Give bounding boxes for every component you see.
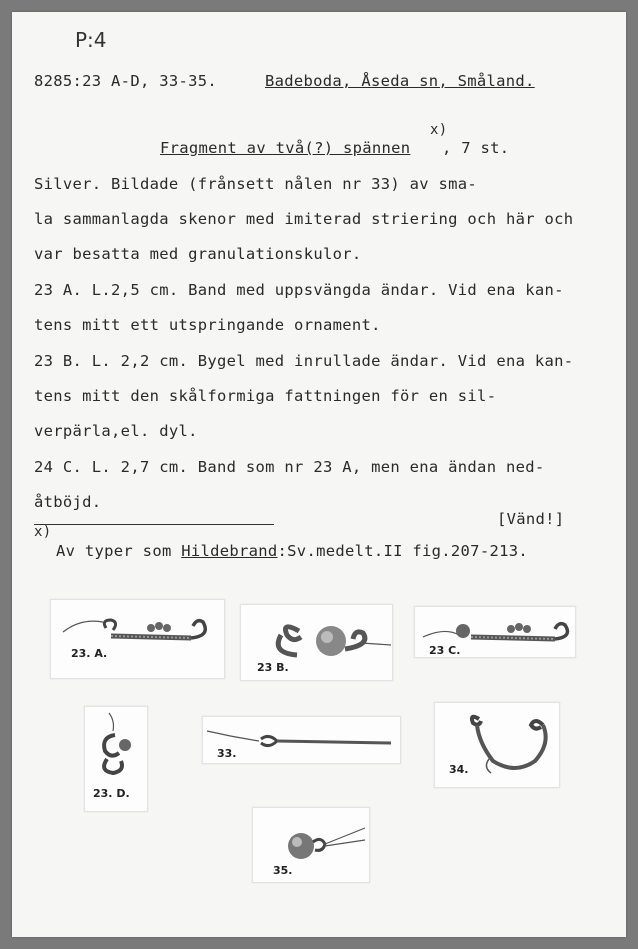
turn-over-note: [Vänd!] [497,510,565,528]
photo-label: 23 B. [257,661,289,674]
photo-label: 23. D. [93,787,130,800]
entry-24c-cont: åtböjd. [34,493,102,511]
photo-23d [84,706,148,812]
footnote-rule [34,524,274,525]
brooch-fragment-23a-image [51,600,224,678]
footnote-text [56,542,528,560]
photo-33 [202,716,401,764]
footnote-reference: Hildebrand [181,542,278,560]
title-footnote-mark: x) [430,122,448,138]
catalog-number: 8285:23 A-D, 33-35. [34,72,218,90]
body-line: la sammanlagda skenor med imiterad striering och här och [34,210,574,228]
photo-23c [414,606,576,658]
body-line: Silver. Bildade (frånsett nålen nr 33) av sma- [34,175,478,193]
footnote-mark: x) [34,524,52,540]
entry-23a: 23 A. L.2,5 cm. Band med uppsvängda ändar. Vid ena kan- [34,281,564,299]
photo-label: 35. [273,864,293,877]
catalog-card [12,12,626,937]
photo-23b [240,604,393,681]
document-title: Fragment av två(?) spännen [160,139,411,157]
photo-23a [50,599,225,679]
body-line: var besatta med granulationskulor. [34,245,362,263]
photo-label: 34. [449,763,469,776]
photo-35 [252,807,370,883]
bead-35-image [253,808,369,882]
photo-label: 23. A. [71,647,108,660]
entry-23b-cont2: verpärla,el. dyl. [34,422,198,440]
photo-34 [434,702,560,788]
footnote-suffix: :Sv.medelt.II fig.207-213. [277,542,528,560]
item-count: , 7 st. [442,139,510,157]
entry-23a-cont: tens mitt ett utspringande ornament. [34,316,381,334]
handwritten-page-mark: P:4 [75,28,107,52]
photo-label: 23 C. [429,644,461,657]
entry-23b-cont: tens mitt den skålformiga fattningen för en sil- [34,387,497,405]
photo-label: 33. [217,747,237,760]
footnote-prefix: Av typer som [56,542,182,560]
entry-24c: 24 C. L. 2,7 cm. Band som nr 23 A, men ena ändan ned- [34,458,545,476]
find-location: Badeboda, Åseda sn, Småland. [265,72,535,90]
entry-23b: 23 B. L. 2,2 cm. Bygel med inrullade ändar. Vid ena kan- [34,352,574,370]
